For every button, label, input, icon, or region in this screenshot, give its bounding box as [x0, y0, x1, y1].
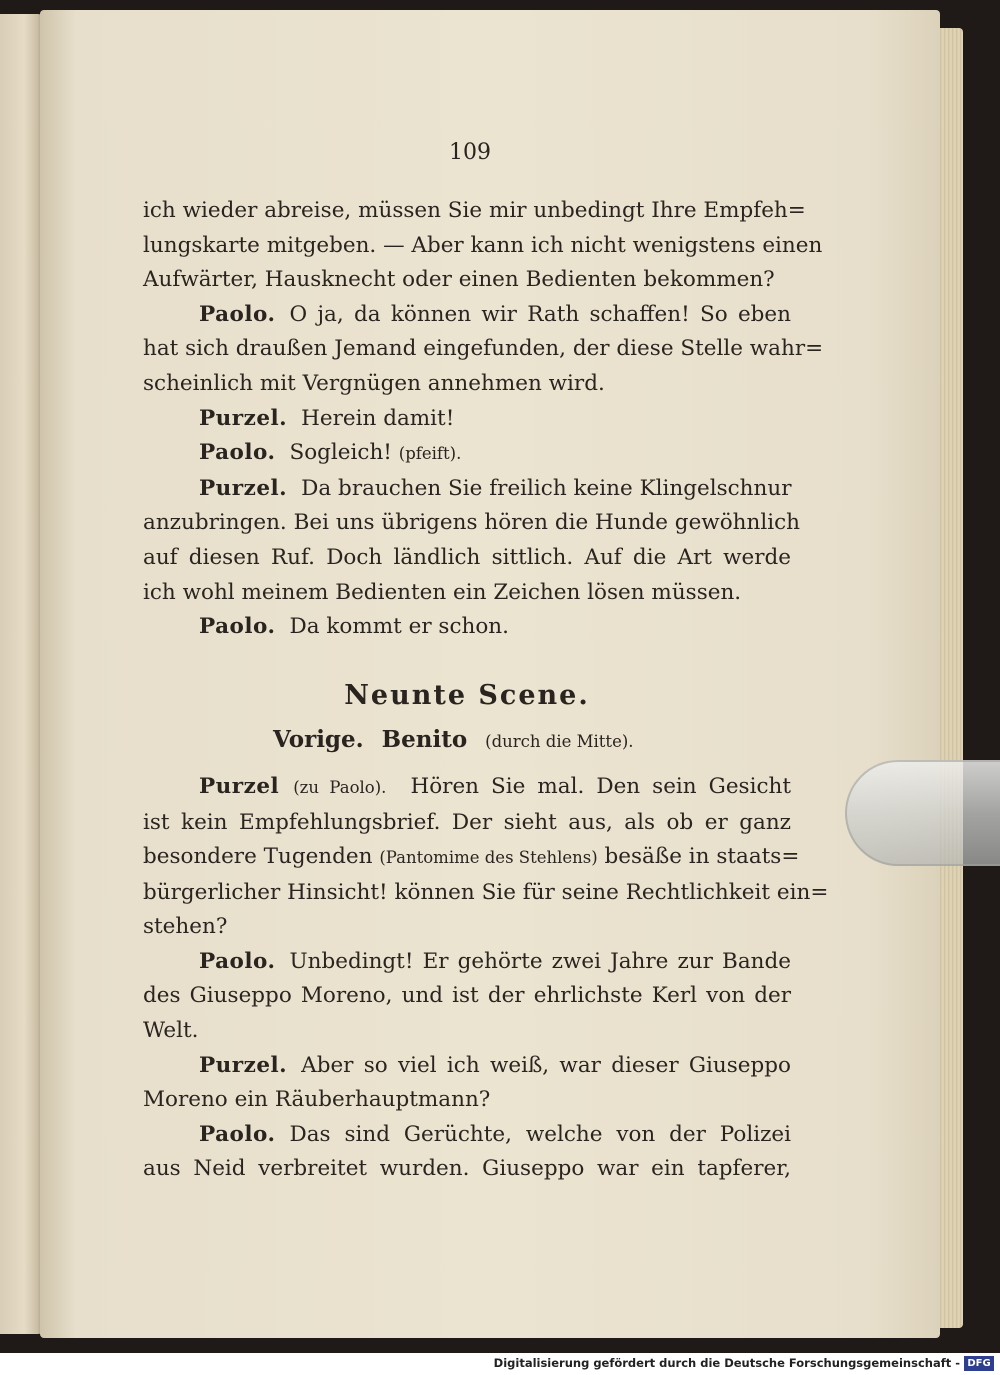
text-line: aus Neid verbreitet wurden. Giuseppo war ein tapferer,	[143, 1156, 791, 1182]
scene-heading: Neunte Scene.	[344, 679, 590, 711]
previous-page-edge	[0, 14, 44, 1334]
text-line: auf diesen Ruf. Doch ländlich sittlich. Auf die Art werde	[143, 544, 791, 570]
dialogue-line	[143, 1049, 791, 1084]
dialogue-line	[143, 436, 791, 472]
text-line: hat sich draußen Jemand eingefunden, der diese Stelle wahr=	[143, 336, 824, 362]
dialogue-text: Da kommt er schon.	[289, 614, 509, 640]
dialogue-text: Sogleich!	[289, 440, 392, 466]
dialogue-line	[143, 298, 791, 333]
speaker-name: Paolo.	[199, 948, 276, 974]
dialogue-line	[143, 402, 791, 437]
dialogue-text: Unbedingt! Er gehörte zwei Jahre zur Bande	[289, 948, 791, 974]
speaker-name: Paolo.	[199, 440, 276, 466]
cast-name: Vorige.	[273, 726, 364, 754]
dialogue-text: Hören Sie mal. Den sein Gesicht	[410, 773, 791, 799]
text-line: Aufwärter, Hausknecht oder einen Bedienten bekommen?	[143, 267, 775, 293]
speaker-name: Purzel	[199, 773, 280, 799]
cast-name: Benito	[381, 726, 468, 754]
page-text	[143, 194, 829, 1187]
dialogue-text: O ja, da können wir Rath schaffen! So eben	[289, 301, 791, 327]
text-line: anzubringen. Bei uns übrigens hören die Hunde gewöhnlich	[143, 510, 800, 536]
plastic-page-clip	[845, 760, 1000, 866]
dialogue-line	[143, 472, 791, 507]
dialogue-text: Das sind Gerüchte, welche von der Polizei	[289, 1121, 791, 1147]
speaker-name: Paolo.	[199, 301, 276, 327]
text-line	[143, 840, 800, 876]
text-line: ist kein Empfehlungsbrief. Der sieht aus, als ob er ganz	[143, 809, 791, 835]
text-line: ich wohl meinem Bedienten ein Zeichen lösen müssen.	[143, 579, 742, 605]
dialogue-line	[143, 610, 791, 645]
funding-notice: Digitalisierung gefördert durch die Deutsche Forschungsgemeinschaft -	[493, 1356, 960, 1370]
dfg-logo-icon: DFG	[964, 1356, 994, 1371]
dialogue-text: Da brauchen Sie freilich keine Klingelschnur	[301, 475, 792, 501]
text-line: bürgerlicher Hinsicht! können Sie für seine Rechtlichkeit ein=	[143, 879, 829, 905]
speaker-name: Purzel.	[199, 405, 288, 431]
speaker-name: Paolo.	[199, 614, 276, 640]
dialogue-text: Aber so viel ich weiß, war dieser Giuseppo	[301, 1052, 791, 1078]
stage-direction: (zu Paolo).	[293, 777, 387, 797]
book-page	[40, 10, 940, 1338]
stage-direction: (pfeift).	[398, 444, 462, 464]
dialogue-line	[143, 1118, 791, 1153]
footer-bar	[0, 1353, 1000, 1375]
stage-direction: (Pantomime des Stehlens)	[379, 848, 598, 868]
text-line: des Giuseppo Moreno, und ist der ehrlichste Kerl von der	[143, 983, 791, 1009]
text-line: stehen?	[143, 914, 228, 940]
text-line: scheinlich mit Vergnügen annehmen wird.	[143, 370, 605, 396]
speaker-name: Purzel.	[199, 1052, 288, 1078]
dialogue-line	[143, 945, 791, 980]
text-line: ich wieder abreise, müssen Sie mir unbedingt Ihre Empfeh=	[143, 198, 806, 223]
stage-direction: (durch die Mitte).	[485, 732, 634, 752]
dialogue-text: Herein damit!	[301, 405, 455, 431]
text-fragment: besäße in staats=	[604, 844, 800, 870]
speaker-name: Paolo.	[199, 1121, 276, 1147]
text-fragment: besondere Tugenden	[143, 844, 373, 870]
text-line: Welt.	[143, 1018, 199, 1044]
dialogue-line	[143, 770, 791, 806]
page-number: 109	[449, 140, 491, 165]
text-line: Moreno ein Räuberhauptmann?	[143, 1087, 491, 1113]
speaker-name: Purzel.	[199, 475, 288, 501]
text-line: lungskarte mitgeben. — Aber kann ich nicht wenigstens einen	[143, 232, 823, 258]
scene-cast	[143, 723, 791, 760]
